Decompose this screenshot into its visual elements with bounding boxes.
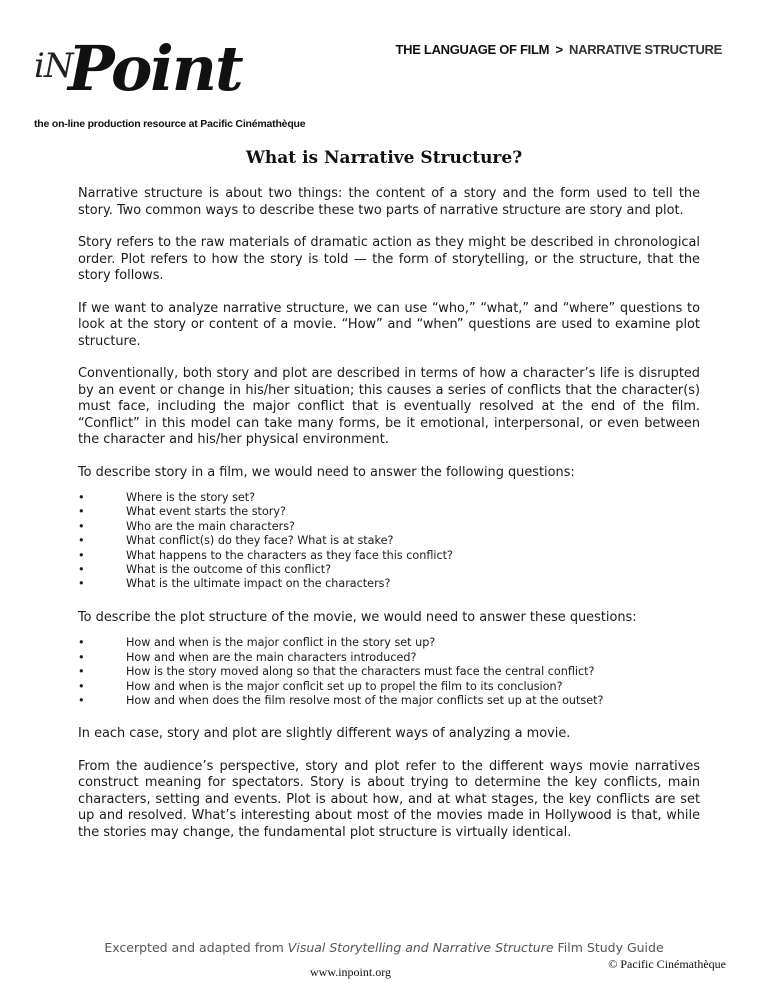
bullet-icon: •: [78, 577, 85, 591]
paragraph-story-plot-definitions: Story refers to the raw materials of dramatic action as they might be described in chronological order. Plot refers to how the story is told — the form of storytelling, or the structure, that the story follows.: [78, 235, 700, 283]
bullet-icon: •: [78, 548, 85, 562]
list-item-text: What is the outcome of this conflict?: [126, 563, 332, 577]
list-item: [78, 680, 700, 694]
breadcrumb: [396, 42, 722, 57]
paragraph-questions: If we want to analyze narrative structure, we can use “who,” “what,” and “where” questions to look at the story or content of a movie. “How” and “when” questions are used to examine plot structure.: [78, 300, 700, 349]
list-item-text: How and when is the major conflict in the story set up?: [126, 636, 436, 650]
bullet-icon: •: [78, 693, 85, 707]
paragraph-conflict: Conventionally, both story and plot are described in terms of how a character’s life is disrupted by an event or change in his/her situation; this causes a series of conflicts that the character(s) must face, including the major conflict that is eventually resolved at the end of the film. “Conflict” in this model can take many forms, be it emotional, interpersonal, or even between the character and his/her physical environment.: [78, 366, 700, 447]
breadcrumb-separator: >: [555, 42, 563, 57]
list-item-text: Where is the story set?: [126, 491, 256, 504]
list-item-text: What conflict(s) do they face? What is at stake?: [126, 534, 394, 548]
paragraph-intro: Narrative structure is about two things: the content of a story and the form used to tell the story. Two common ways to describe these two parts of narrative structure are story and plot.: [78, 186, 700, 218]
list-item: [78, 534, 700, 548]
bullet-icon: •: [78, 505, 85, 519]
paragraph-each-case: In each case, story and plot are slightly different ways of analyzing a movie.: [78, 726, 571, 742]
paragraph-audience: From the audience’s perspective, story and plot refer to the different ways movie narratives construct meaning for spectators. Story is about trying to determine the key conflicts, main characters, setting and events. Plot is about how, and at what stages, the key conflicts are set up and resolved. What’s interesting about most of the movies made in Hollywood is that, while the stories may change, the fundamental plot structure is virtually identical.: [78, 758, 700, 840]
page-title: What is Narrative Structure?: [245, 148, 523, 168]
logo-word: Point: [68, 32, 242, 105]
story-questions-list: [78, 491, 700, 592]
list-item: [78, 563, 700, 577]
bullet-icon: •: [78, 665, 85, 679]
list-item: [78, 636, 700, 650]
inpoint-logo: [34, 32, 306, 138]
list-item-text: What happens to the characters as they face this conflict?: [126, 548, 453, 562]
credit-title: Visual Storytelling and Narrative Structure: [287, 940, 554, 955]
paragraph-plot-intro: To describe the plot structure of the movie, we would need to answer these questions:: [78, 609, 637, 625]
plot-questions-list: [78, 636, 700, 708]
list-item-text: How and when are the main characters introduced?: [126, 650, 417, 664]
list-item: [78, 577, 700, 591]
list-item: [78, 665, 700, 679]
list-item-text: How and when does the film resolve most of the major conflicts set up at the outset?: [126, 693, 604, 707]
list-item: [78, 651, 700, 665]
bullet-icon: •: [78, 679, 85, 693]
article-body: [78, 186, 700, 857]
list-item-text: What event starts the story?: [126, 505, 286, 519]
breadcrumb-current: NARRATIVE STRUCTURE: [569, 42, 722, 57]
credit-suffix: Film Study Guide: [553, 940, 664, 955]
bullet-icon: •: [78, 636, 85, 650]
list-item: [78, 694, 700, 708]
bullet-icon: •: [78, 519, 85, 533]
logo-tagline: the on-line production resource at Pacific Cinémathèque: [34, 118, 306, 130]
list-item: [78, 505, 700, 519]
logo-prefix: iN: [34, 46, 73, 86]
list-item-text: What is the ultimate impact on the characters?: [126, 577, 391, 591]
website-url: www.inpoint.org: [310, 965, 391, 979]
list-item: [78, 549, 700, 563]
list-item-text: How and when is the major conflcit set up to propel the film to its conclusion?: [126, 679, 563, 693]
breadcrumb-section: THE LANGUAGE OF FILM: [395, 42, 550, 57]
list-item-text: How is the story moved along so that the characters must face the central conflict?: [126, 665, 595, 679]
list-item: [78, 491, 700, 505]
source-credit: [0, 940, 768, 955]
list-item-text: Who are the main characters?: [126, 519, 295, 533]
bullet-icon: •: [78, 563, 85, 577]
bullet-icon: •: [78, 534, 85, 548]
bullet-icon: •: [78, 650, 85, 664]
bullet-icon: •: [78, 491, 85, 504]
paragraph-story-intro: To describe story in a film, we would need to answer the following questions:: [78, 464, 575, 480]
copyright-notice: © Pacific Cinémathèque: [608, 957, 726, 971]
list-item: [78, 520, 700, 534]
credit-prefix: Excerpted and adapted from: [104, 940, 288, 955]
